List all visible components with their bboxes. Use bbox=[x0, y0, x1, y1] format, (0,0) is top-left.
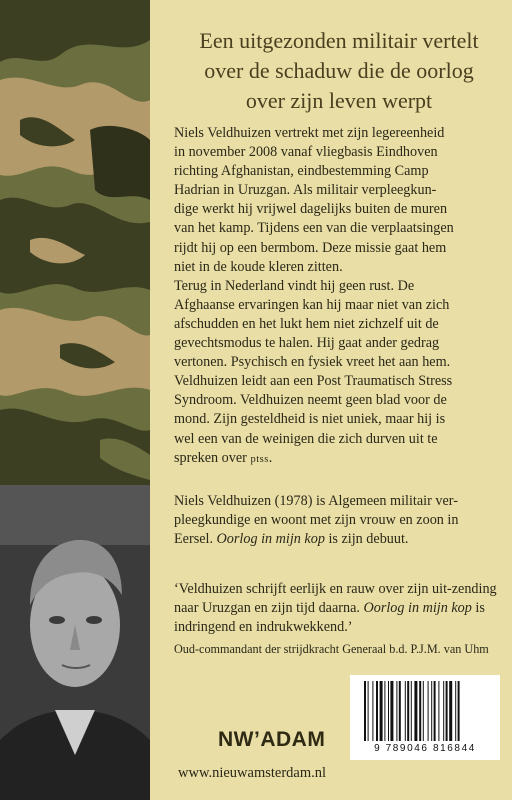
barcode-bar bbox=[380, 681, 383, 741]
isbn-barcode bbox=[350, 675, 500, 760]
synopsis bbox=[174, 124, 499, 469]
barcode-bar bbox=[411, 681, 412, 741]
barcode-bar bbox=[396, 681, 397, 741]
barcode-bar bbox=[423, 681, 424, 741]
quote-attribution: Oud-commandant der strijdkracht Generaal b.d. P.J.M. van Uhm bbox=[174, 642, 489, 656]
isbn-number: 9 789046 816844 bbox=[374, 743, 476, 754]
review-quote bbox=[174, 580, 499, 637]
barcode-bar bbox=[388, 681, 389, 741]
synopsis-end: . bbox=[268, 449, 273, 466]
barcode-bar bbox=[407, 681, 409, 741]
barcode-bar bbox=[368, 681, 369, 741]
barcode-bar bbox=[443, 681, 444, 741]
ptss-abbreviation: ptss bbox=[250, 453, 269, 465]
barcode-bar bbox=[449, 681, 452, 741]
barcode-bar bbox=[434, 681, 436, 741]
barcode-bar bbox=[384, 681, 385, 741]
barcode-bar bbox=[446, 681, 448, 741]
barcode-bars bbox=[364, 681, 486, 741]
bio-book-title: Oorlog in mijn kop bbox=[216, 531, 325, 548]
barcode-bar bbox=[431, 681, 432, 741]
barcode-bar bbox=[376, 681, 378, 741]
barcode-bar bbox=[405, 681, 406, 741]
barcode-bar bbox=[458, 681, 460, 741]
publisher-website[interactable]: www.nieuwamsterdam.nl bbox=[178, 765, 327, 781]
bio-text-2: is zijn debuut. bbox=[324, 531, 409, 548]
barcode-bar bbox=[372, 681, 373, 741]
barcode-bar bbox=[428, 681, 429, 741]
text-column bbox=[160, 0, 505, 800]
barcode-bar bbox=[438, 681, 439, 741]
barcode-bar bbox=[364, 681, 366, 741]
quote-text-1: ‘Veldhuizen schrijft eerlijk en rauw over zijn uit-zending naar Uruzgan en zijn tijd daarna. bbox=[174, 581, 497, 617]
author-bio bbox=[174, 492, 499, 549]
barcode-bar bbox=[390, 681, 393, 741]
bio-text-1: Niels Veldhuizen (1978) is Algemeen militair ver-pleegkundige en woont met zijn vrouw en zoon in Eersel. bbox=[174, 493, 459, 548]
barcode-bar bbox=[399, 681, 401, 741]
headline: Een uitgezonden militair vertelt over de schaduw die de oorlog over zijn leven werpt bbox=[199, 28, 479, 113]
quote-text-2: is indringend en indrukwekkend.’ bbox=[174, 600, 485, 636]
camouflage-pattern bbox=[0, 0, 150, 485]
barcode-bar bbox=[419, 681, 421, 741]
synopsis-text: Niels Veldhuizen vertrekt met zijn legereenheid in november 2008 vanaf vliegbasis Eindhoven richting Afghanistan, eindbestemming Camp Hadrian in Uruzgan. Als militair verpleegkun- dige werkt hij vrijwel dagelijks buiten de muren van het kamp. Tijdens een van die verplaatsingen rijdt hij op een bermbom. Deze missie gaat hem niet in de koude kleren zitten. Terug in Nederland vindt hij geen rust. De Afghaanse ervaringen kan hij maar niet van zich afschudden en het lukt hem niet zichzelf uit de gevechtsmodus te halen. Hij gaat ander gedrag vertonen. Psychisch en fysiek vreet het aan hem. Veldhuizen leidt aan een Post Traumatisch Stress Syndroom. Veldhuizen neemt geen blad voor de mond. Zijn gesteldheid is niet uniek, maar hij is wel een van de weinigen die zich durven uit te spreken over bbox=[174, 125, 454, 466]
barcode-bar bbox=[455, 681, 456, 741]
quote-book-title: Oorlog in mijn kop bbox=[363, 600, 472, 617]
author-photo bbox=[0, 485, 150, 800]
publisher-logo: NW’ADAM bbox=[218, 728, 326, 751]
barcode-bar bbox=[414, 681, 417, 741]
